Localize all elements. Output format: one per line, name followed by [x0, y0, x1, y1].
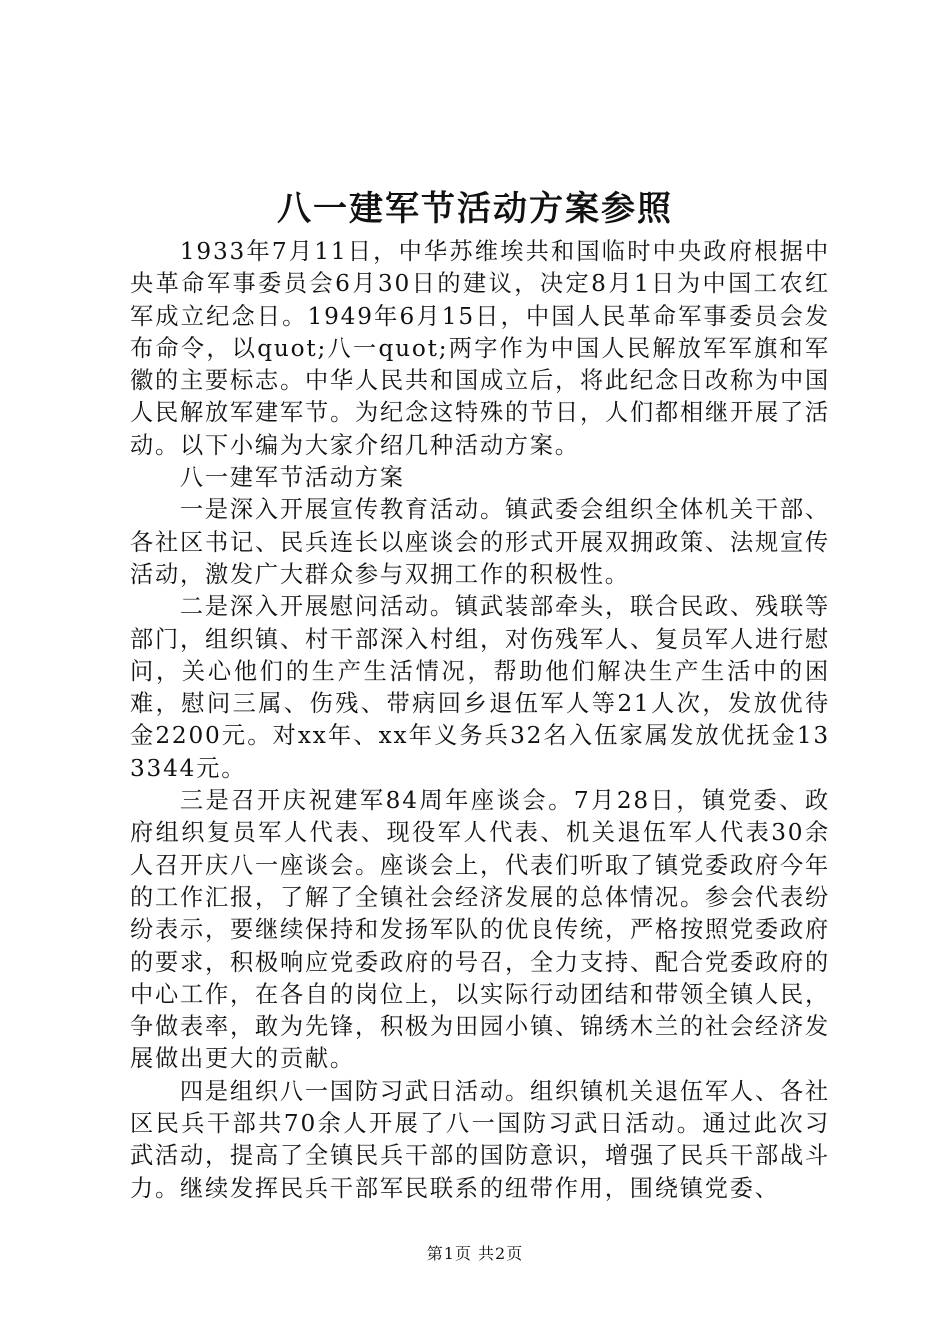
paragraph-item-2: 二是深入开展慰问活动。镇武装部牵头，联合民政、残联等部门，组织镇、村干部深入村组，对伤残军人、复员军人进行慰问，关心他们的生产生活情况，帮助他们解决生产生活中的困难，慰问三属、伤残、带病回乡退伍军人等21人次，发放优待金2200元。对xx年、xx年义务兵32名入伍家属发放优抚金133344元。 [130, 593, 830, 782]
paragraph-item-4: 四是组织八一国防习武日活动。组织镇机关退伍军人、各社区民兵干部共70余人开展了八一国防习武日活动。通过此次习武活动，提高了全镇民兵干部的国防意识，增强了民兵干部战斗力。继续发挥民兵干部军民联系的纽带作用，围绕镇党委、 [130, 1077, 830, 1202]
document-body [130, 236, 830, 1205]
page-footer: 第1页 共2页 [426, 1244, 524, 1263]
section-heading: 八一建军节活动方案 [179, 464, 405, 492]
paragraph-item-3: 三是召开庆祝建军84周年座谈会。7月28日，镇党委、政府组织复员军人代表、现役军人代表、机关退伍军人代表30余人召开庆八一座谈会。座谈会上，代表们听取了镇党委政府今年的工作汇报，了解了全镇社会经济发展的总体情况。参会代表纷纷表示，要继续保持和发扬军队的优良传统，严格按照党委政府的要求，积极响应党委政府的号召，全力支持、配合党委政府的中心工作，在各自的岗位上，以实际行动团结和带领全镇人民，争做表率，敢为先锋，积极为田园小镇、锦绣木兰的社会经济发展做出更大的贡献。 [130, 787, 830, 1073]
intro-paragraph: 1933年7月11日，中华苏维埃共和国临时中央政府根据中央革命军事委员会6月30日的建议，决定8月1日为中国工农红军成立纪念日。1949年6月15日，中国人民革命军事委员会发布命令，以quot;八一quot;两字作为中国人民解放军军旗和军徽的主要标志。中华人民共和国成立后，将此纪念日改称为中国人民解放军建军节。为纪念这特殊的节日，人们都相继开展了活动。以下小编为大家介绍几种活动方案。 [130, 238, 830, 459]
paragraph-item-1: 一是深入开展宣传教育活动。镇武委会组织全体机关干部、各社区书记、民兵连长以座谈会的形式开展双拥政策、法规宣传活动，激发广大群众参与双拥工作的积极性。 [130, 496, 830, 588]
document-title: 八一建军节活动方案参照 [277, 189, 673, 229]
